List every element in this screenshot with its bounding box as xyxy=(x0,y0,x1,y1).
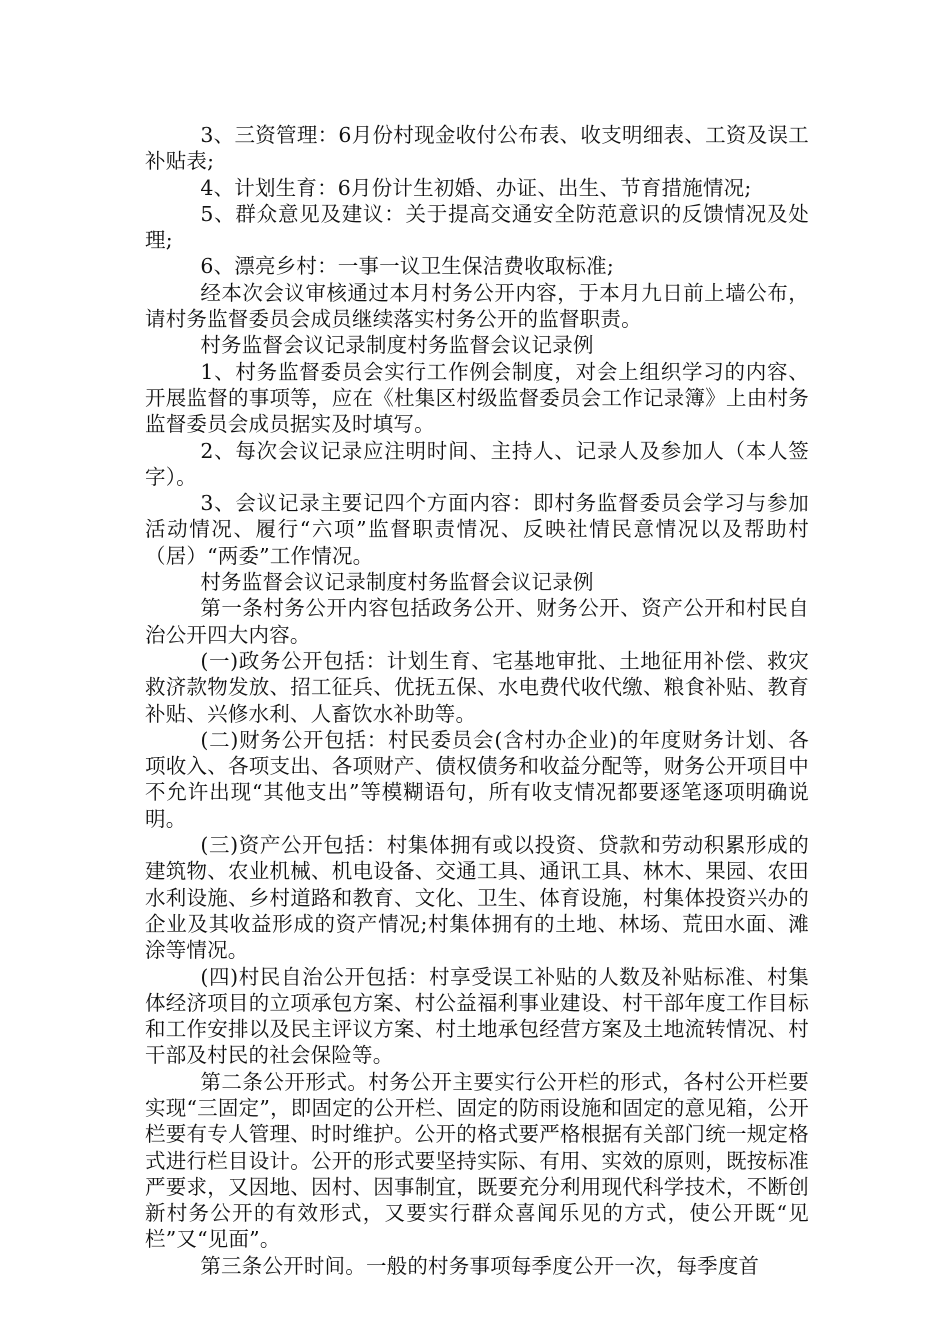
paragraph-article-3: 第三条公开时间。一般的村务事项每季度公开一次，每季度首 xyxy=(200,1253,760,1278)
paragraph-sanzi-management: 3、三资管理：6月份村现金收付公布表、收支明细表、工资及误工补贴表; xyxy=(145,123,809,174)
paragraph-rule-2: 2、每次会议记录应注明时间、主持人、记录人及参加人（本人签字）。 xyxy=(145,438,809,489)
section-heading-meeting-record-2: 村务监督会议记录制度村务监督会议记录例 xyxy=(200,570,594,595)
paragraph-article-1: 第一条村务公开内容包括政务公开、财务公开、资产公开和村民自治公开四大内容。 xyxy=(145,596,809,647)
document-body xyxy=(145,122,809,1279)
paragraph-rule-3: 3、会议记录主要记四个方面内容：即村务监督委员会学习与参加活动情况、履行“六项”监督职责情况、反映社情民意情况以及帮助村（居）“两委”工作情况。 xyxy=(145,491,809,568)
paragraph-public-opinion: 5、群众意见及建议：关于提高交通安全防范意识的反馈情况及处理; xyxy=(145,201,809,253)
paragraph-villager-autonomy: (四)村民自治公开包括：村享受误工补贴的人数及补贴标准、村集体经济项目的立项承包方案、村公益福利事业建设、村干部年度工作目标和工作安排以及民主评议方案、村土地承包经营方案及土地流转情况、村干部及村民的社会保险等。 xyxy=(145,964,809,1068)
paragraph-family-planning: 4、计划生育：6月份计生初婚、办证、出生、节育措施情况; xyxy=(200,175,752,200)
paragraph-rule-1: 1、村务监督委员会实行工作例会制度，对会上组织学习的内容、开展监督的事项等，应在《杜集区村级监督委员会工作记录簿》上由村务监督委员会成员据实及时填写。 xyxy=(145,359,809,437)
paragraph-article-2: 第二条公开形式。村务公开主要实行公开栏的形式，各村公开栏要实现“三固定”，即固定的公开栏、固定的防雨设施和固定的意见箱，公开栏要有专人管理、时时维护。公开的格式要严格根据有关部门统一规定格式进行栏目设计。公开的形式要坚持实际、有用、实效的原则，既按标准严要求，又因地、因村、因事制宜，既要充分利用现代科学技术，不断创新村务公开的有效形式，又要实行群众喜闻乐见的方式，使公开既“见栏”又“见面”。 xyxy=(145,1069,809,1252)
paragraph-beautiful-village: 6、漂亮乡村：一事一议卫生保洁费收取标准; xyxy=(200,254,614,279)
section-heading-meeting-record: 村务监督会议记录制度村务监督会议记录例 xyxy=(200,333,594,358)
paragraph-assets: (三)资产公开包括：村集体拥有或以投资、贷款和劳动积累形成的建筑物、农业机械、机电设备、交通工具、通讯工具、林木、果园、农田水利设施、乡村道路和教育、文化、卫生、体育设施，村集体投资兴办的企业及其收益形成的资产情况;村集体拥有的土地、林场、荒田水面、滩涂等情况。 xyxy=(145,833,809,963)
paragraph-government-affairs: (一)政务公开包括：计划生育、宅基地审批、土地征用补偿、救灾救济款物发放、招工征兵、优抚五保、水电费代收代缴、粮食补贴、教育补贴、兴修水利、人畜饮水补助等。 xyxy=(145,648,809,726)
paragraph-meeting-approval: 经本次会议审核通过本月村务公开内容，于本月九日前上墙公布，请村务监督委员会成员继续落实村务公开的监督职责。 xyxy=(145,280,809,332)
paragraph-finance: (二)财务公开包括：村民委员会(含村办企业)的年度财务计划、各项收入、各项支出、各项财产、债权债务和收益分配等，财务公开项目中不允许出现“其他支出”等模糊语句，所有收支情况都要逐笔逐项明确说明。 xyxy=(145,727,809,831)
